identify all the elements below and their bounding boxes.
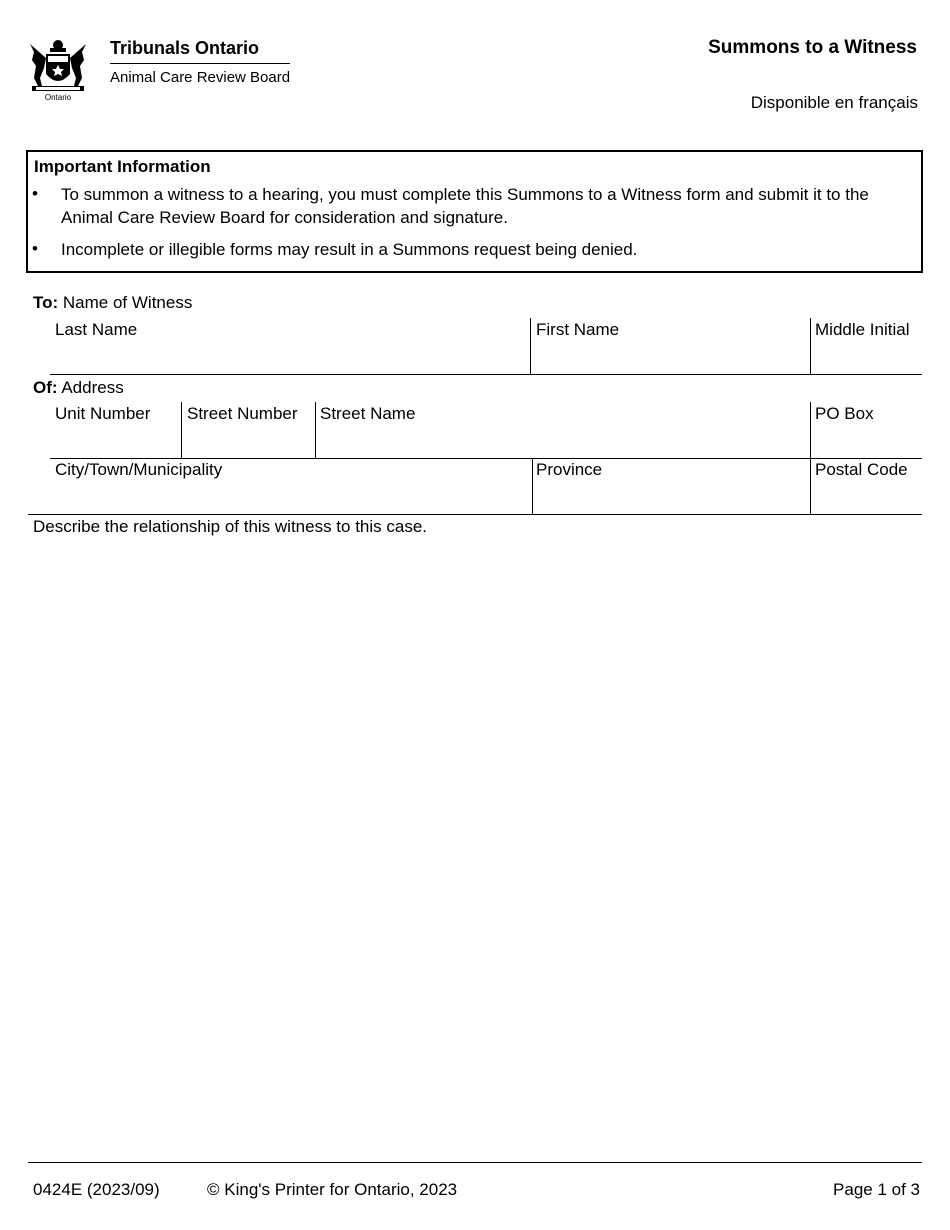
field-divider <box>810 318 811 374</box>
postal-code-field[interactable] <box>811 459 922 514</box>
last-name-label: Last Name <box>55 320 138 339</box>
po-box-label: PO Box <box>815 404 874 423</box>
of-section-label <box>33 378 124 398</box>
page-number: Page 1 of 3 <box>833 1180 920 1199</box>
street-name-label: Street Name <box>320 404 416 423</box>
copyright-text: © King's Printer for Ontario, 2023 <box>207 1180 458 1199</box>
field-underline <box>50 374 922 375</box>
of-prefix: Of: <box>33 378 58 397</box>
street-number-field[interactable] <box>182 402 315 458</box>
board-name: Animal Care Review Board <box>110 69 291 86</box>
org-underline-divider <box>110 63 290 64</box>
logo-caption: Ontario <box>44 93 72 102</box>
city-field[interactable] <box>50 459 532 514</box>
info-bullet-text: To summon a witness to a hearing, you must complete this Summons to a Witness form and submit it to the Animal Care Review Board for consideration and signature. <box>61 185 869 227</box>
unit-number-field[interactable] <box>50 402 181 458</box>
relationship-label: Describe the relationship of this witness to this case. <box>33 517 428 536</box>
first-name-field[interactable] <box>531 318 810 374</box>
last-name-field[interactable] <box>50 318 530 374</box>
street-name-field[interactable] <box>316 402 810 458</box>
field-divider <box>810 402 811 458</box>
middle-initial-label: Middle Initial <box>815 320 910 339</box>
po-box-field[interactable] <box>811 402 922 458</box>
province-label: Province <box>536 460 603 479</box>
postal-code-label: Postal Code <box>815 460 908 479</box>
city-label: City/Town/Municipality <box>55 460 223 479</box>
field-divider <box>315 402 316 458</box>
field-underline <box>28 514 922 515</box>
form-number: 0424E (2023/09) <box>33 1180 160 1199</box>
to-label: Name of Witness <box>62 293 193 312</box>
org-name: Tribunals Ontario <box>110 38 260 58</box>
province-field[interactable] <box>533 459 810 514</box>
street-number-label: Street Number <box>187 404 298 423</box>
relationship-textarea[interactable] <box>28 542 922 1142</box>
of-label: Address <box>61 378 124 397</box>
bullet-icon: • <box>32 239 38 258</box>
ontario-coat-of-arms-logo <box>24 38 94 104</box>
field-divider <box>810 459 811 514</box>
important-information-title: Important Information <box>34 157 211 176</box>
french-version-link[interactable]: Disponible en français <box>750 93 918 112</box>
field-divider <box>181 402 182 458</box>
to-section-label <box>33 293 192 313</box>
middle-initial-field[interactable] <box>811 318 922 374</box>
important-information-box <box>26 150 923 273</box>
unit-number-label: Unit Number <box>55 404 151 423</box>
field-divider <box>530 318 531 374</box>
field-divider <box>532 459 533 514</box>
bullet-icon: • <box>32 184 38 203</box>
to-prefix: To: <box>33 293 59 312</box>
first-name-label: First Name <box>536 320 620 339</box>
info-bullet-text: Incomplete or illegible forms may result in a Summons request being denied. <box>61 240 638 259</box>
footer-divider <box>28 1162 922 1163</box>
form-title: Summons to a Witness <box>708 37 917 58</box>
